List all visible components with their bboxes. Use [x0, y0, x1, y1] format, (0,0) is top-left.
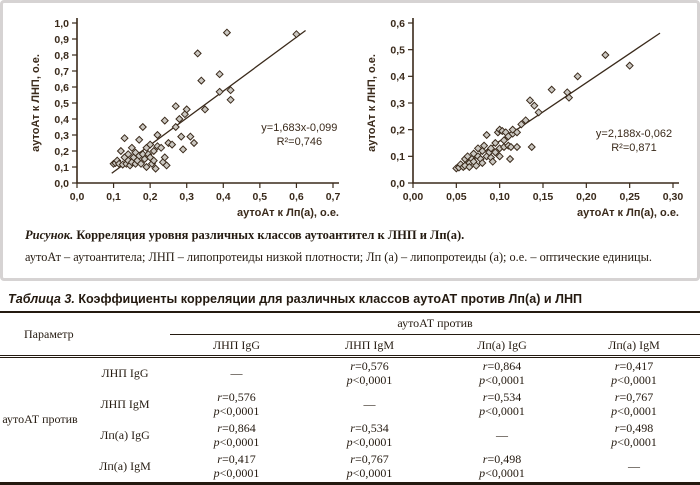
- table-row: [0, 357, 700, 390]
- table-title-text: Коэффициенты корреляции для различных классов аутоАТ против Лп(а) и ЛНП: [74, 292, 583, 306]
- row-label: ЛНП IgM: [100, 396, 150, 411]
- figure-caption-note: аутоАт – аутоантитела; ЛНП – липопротеиды низкой плотности; Лп (а) – липопротеиды (а); о.е. – оптические единицы.: [25, 250, 652, 264]
- table-cell: —: [363, 396, 376, 411]
- svg-text:0,3: 0,3: [179, 191, 195, 203]
- svg-text:0,6: 0,6: [289, 191, 304, 203]
- svg-text:аутоАт к Лп(а), о.е.: аутоАт к Лп(а), о.е.: [236, 207, 339, 219]
- svg-text:R²=0,871: R²=0,871: [611, 142, 657, 155]
- param-header: Параметр: [0, 312, 170, 357]
- table-cell: r=0,417 p<0,0001: [611, 358, 657, 387]
- table-cell: r=0,864 p<0,0001: [479, 358, 525, 387]
- table-title: [8, 292, 700, 306]
- table-cell: r=0,576 p<0,0001: [346, 358, 393, 387]
- svg-text:0,7: 0,7: [325, 191, 341, 203]
- col-header-lnp-igm: ЛНП IgM: [303, 335, 436, 357]
- svg-text:0,0: 0,0: [390, 177, 405, 190]
- svg-text:0,8: 0,8: [54, 49, 69, 62]
- table-cell: r=0,864 p<0,0001: [213, 420, 260, 449]
- svg-text:0,4: 0,4: [390, 71, 405, 84]
- svg-text:аутоАт к ЛНП, о.е.: аутоАт к ЛНП, о.е.: [366, 54, 378, 152]
- svg-text:аутоАт к ЛНП, о.е.: аутоАт к ЛНП, о.е.: [30, 54, 42, 152]
- table-cell: r=0,498 p<0,0001: [479, 451, 525, 480]
- correlation-table: [0, 311, 700, 485]
- svg-text:0,25: 0,25: [619, 191, 640, 203]
- svg-text:0,10: 0,10: [489, 191, 510, 203]
- table-cell: r=0,767 p<0,0001: [611, 389, 657, 418]
- svg-text:0,2: 0,2: [54, 145, 69, 158]
- figure-caption: [3, 227, 697, 265]
- table-cell: —: [230, 365, 243, 380]
- table-cell: r=0,498 p<0,0001: [611, 420, 657, 449]
- svg-text:0,1: 0,1: [106, 191, 121, 203]
- svg-text:0,15: 0,15: [532, 191, 554, 203]
- svg-text:0,20: 0,20: [576, 191, 597, 203]
- svg-text:0,6: 0,6: [390, 17, 405, 30]
- table-cell: r=0,534 p<0,0001: [479, 389, 525, 418]
- svg-text:0,9: 0,9: [54, 33, 69, 46]
- svg-text:0,5: 0,5: [390, 44, 405, 57]
- svg-text:0,4: 0,4: [215, 191, 231, 203]
- svg-text:0,0: 0,0: [69, 191, 85, 203]
- svg-text:аутоАт к Лп(а), о.е.: аутоАт к Лп(а), о.е.: [576, 207, 679, 219]
- table-cell: —: [496, 427, 509, 442]
- table-cell: r=0,534 p<0,0001: [346, 420, 393, 449]
- svg-text:0,7: 0,7: [54, 65, 69, 78]
- charts-row: [3, 3, 697, 227]
- row-label: ЛНП IgG: [101, 365, 149, 380]
- group-header: аутоАТ против: [170, 312, 700, 335]
- svg-text:0,5: 0,5: [54, 97, 69, 110]
- svg-text:1,0: 1,0: [54, 17, 69, 30]
- figure-caption-title: [25, 228, 679, 243]
- row-group-label: аутоАТ против: [2, 412, 78, 427]
- figure-caption-prefix: Рисунок.: [25, 228, 74, 242]
- svg-text:0,30: 0,30: [662, 191, 684, 203]
- svg-text:y=1,683x-0,099: y=1,683x-0,099: [261, 122, 338, 135]
- col-header-lpa-igm: Лп(а) IgM: [568, 335, 700, 357]
- svg-text:0,1: 0,1: [54, 161, 69, 174]
- table-row: [0, 389, 700, 420]
- table-row: [0, 451, 700, 484]
- table-cell: r=0,417 p<0,0001: [213, 451, 260, 480]
- svg-text:0,1: 0,1: [390, 151, 405, 164]
- svg-text:0,3: 0,3: [390, 97, 405, 110]
- svg-text:0,2: 0,2: [390, 124, 405, 137]
- col-header-lpa-igg: Лп(а) IgG: [436, 335, 568, 357]
- table-cell: r=0,576 p<0,0001: [213, 389, 260, 418]
- scatter-right-chart: [351, 9, 697, 227]
- col-header-lnp-igg: ЛНП IgG: [170, 335, 303, 357]
- svg-text:0,3: 0,3: [54, 129, 69, 142]
- figure-caption-text: Корреляция уровня различных классов аутоантител к ЛНП и Лп(а).: [73, 228, 465, 242]
- svg-text:0,6: 0,6: [54, 81, 69, 94]
- svg-text:0,00: 0,00: [402, 191, 424, 203]
- table-title-prefix: Таблица 3.: [8, 292, 75, 306]
- table-row: [0, 420, 700, 451]
- table-cell: r=0,767 p<0,0001: [346, 451, 393, 480]
- svg-text:R²=0,746: R²=0,746: [276, 136, 323, 149]
- row-label: Лп(а) IgG: [100, 427, 150, 442]
- svg-text:0,5: 0,5: [252, 191, 268, 203]
- svg-text:0,4: 0,4: [54, 113, 69, 126]
- svg-text:0,05: 0,05: [446, 191, 467, 203]
- row-label: Лп(а) IgM: [99, 458, 151, 473]
- svg-text:0,2: 0,2: [142, 191, 158, 203]
- svg-text:0,0: 0,0: [54, 177, 69, 190]
- svg-text:y=2,188x-0,062: y=2,188x-0,062: [595, 128, 673, 141]
- scatter-left-chart: [3, 9, 349, 227]
- table-body: [0, 357, 700, 484]
- table-cell: —: [628, 458, 641, 473]
